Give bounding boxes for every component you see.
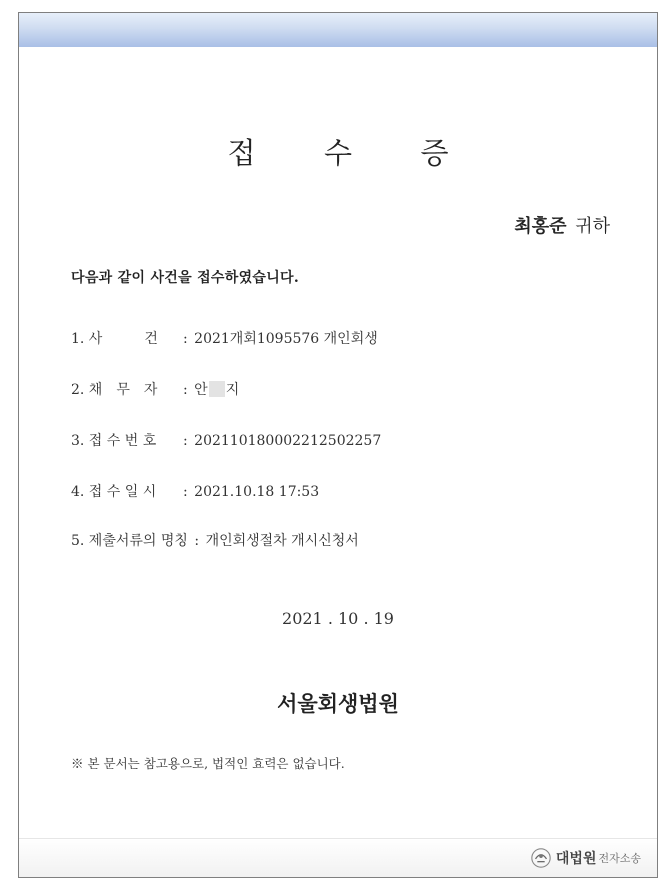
court-name: 서울회생법원 [277,691,399,716]
item-case: 1. 사 건 : 2021개회1095576 개인회생 [71,328,378,348]
item-label: 1. 사 건 [71,331,158,347]
recipient-suffix: 귀하 [575,216,610,237]
logo-sub-text: 전자소송 [598,852,641,865]
redaction-block [209,381,225,397]
footer-band [19,838,657,877]
title-char: 접 [227,136,256,170]
item-label: 4. 접 수 일 시 [71,484,157,500]
debtor-name-last: 지 [225,382,240,398]
recipient-name: 최홍준 [514,216,567,237]
intro-text: 다음과 같이 사건을 접수하였습니다. [71,270,300,286]
document-title [19,131,657,172]
item-value: 2021.10.18 17:53 [194,484,320,500]
court-emblem-icon [530,847,552,869]
item-document-name: 5. 제출서류의 명칭 : 개인회생절차 개시신청서 [71,530,359,550]
debtor-name-first: 안 [194,382,208,398]
item-value: 개인회생절차 개시신청서 [205,533,359,549]
item-label: 3. 접 수 번 호 [71,433,157,449]
item-receipt-number: 3. 접 수 번 호 : 20211018000221250225​7 [71,430,381,450]
recipient [514,212,610,238]
issue-date: 2021 . 10 . 19 [282,609,394,628]
scourt-logo [530,847,641,869]
disclaimer-notice: ※ 본 문서는 참고용으로, 법적인 효력은 없습니다. [71,756,345,771]
title-char: 수 [323,136,352,170]
item-value: 2021개회1095576 개인회생 [194,331,378,347]
header-band [19,13,657,47]
title-char: 증 [420,136,449,170]
item-label: 5. 제출서류의 명칭 [71,533,188,549]
document-frame [18,12,658,878]
logo-main-text: 대법원 [555,851,597,867]
item-debtor: 2. 채 무 자 : 안 지 [71,379,239,399]
item-label: 2. 채 무 자 [71,382,158,398]
item-receipt-datetime: 4. 접 수 일 시 : 2021.10.18 17:53 [71,481,319,501]
item-value: 20211018000221250225​7 [194,433,382,449]
